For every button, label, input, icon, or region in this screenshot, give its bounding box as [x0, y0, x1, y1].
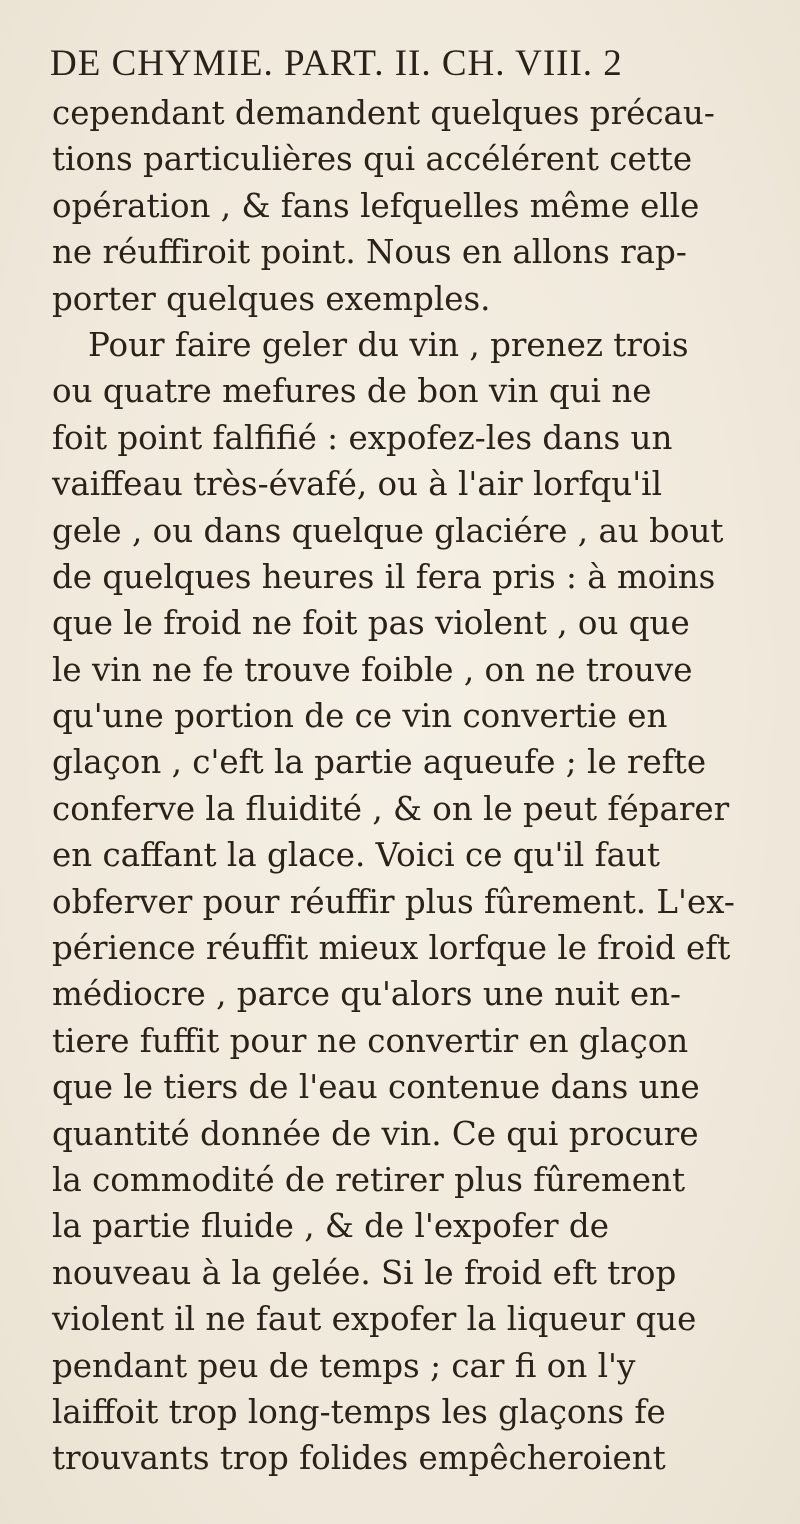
text-line: médiocre , parce qu'alors une nuit en- — [52, 975, 682, 1014]
text-line: porter quelques exemples. — [52, 279, 491, 318]
text-line: pendant peu de temps ; car fi on l'y — [52, 1346, 636, 1385]
text-line: la partie fluide , & de l'expofer de — [52, 1207, 609, 1246]
text-line: la commodité de retirer plus fûrement — [52, 1160, 686, 1199]
text-line: laiffoit trop long-temps les glaçons fe — [52, 1392, 666, 1431]
text-line: le vin ne fe trouve foible , on ne trouve — [52, 650, 693, 689]
text-line: en caffant la glace. Voici ce qu'il faut — [52, 836, 660, 875]
text-line: foit point falfifié : expofez-les dans un — [52, 418, 673, 457]
text-line: ou quatre mefures de bon vin qui ne — [52, 372, 652, 411]
text-line: cependant demandent quelques précau- — [52, 94, 715, 132]
text-line: Pour faire geler du vin , prenez trois — [88, 325, 689, 364]
running-header: DE CHYMIE. PART. II. CH. VIII. 2 — [50, 43, 623, 84]
text-line: ne réuffiroit point. Nous en allons rap- — [52, 233, 687, 272]
text-line: violent il ne faut expofer la liqueur que — [52, 1300, 697, 1339]
text-line: nouveau à la gelée. Si le froid eft trop — [52, 1253, 677, 1292]
text-line: vaiffeau très-évafé, ou à l'air lorfqu'il — [52, 465, 662, 504]
text-line: qu'une portion de ce vin convertie en — [52, 697, 668, 736]
text-line: opération , & fans lefquelles même elle — [52, 186, 700, 225]
text-line: glaçon , c'eft la partie aqueufe ; le refte — [52, 743, 707, 782]
text-line: que le froid ne foit pas violent , ou que — [52, 604, 690, 643]
text-line: conferve la fluidité , & on le peut féparer — [52, 789, 730, 828]
text-line: tiere fuffit pour ne convertir en glaçon — [52, 1021, 689, 1060]
text-line: que le tiers de l'eau contenue dans une — [52, 1068, 700, 1107]
text-line: quantité donnée de vin. Ce qui procure — [52, 1114, 699, 1153]
text-line: obferver pour réuffir plus fûrement. L'ex- — [52, 882, 735, 921]
text-line: tions particulières qui accélérent cette — [52, 140, 693, 179]
text-line: de quelques heures il fera pris : à moins — [52, 557, 716, 596]
text-line: trouvants trop folides empêcheroient — [52, 1439, 666, 1478]
text-line: gele , ou dans quelque glaciére , au bout — [52, 511, 724, 550]
body-text — [52, 90, 752, 1482]
text-line: périence réuffit mieux lorfque le froid eft — [52, 929, 731, 968]
